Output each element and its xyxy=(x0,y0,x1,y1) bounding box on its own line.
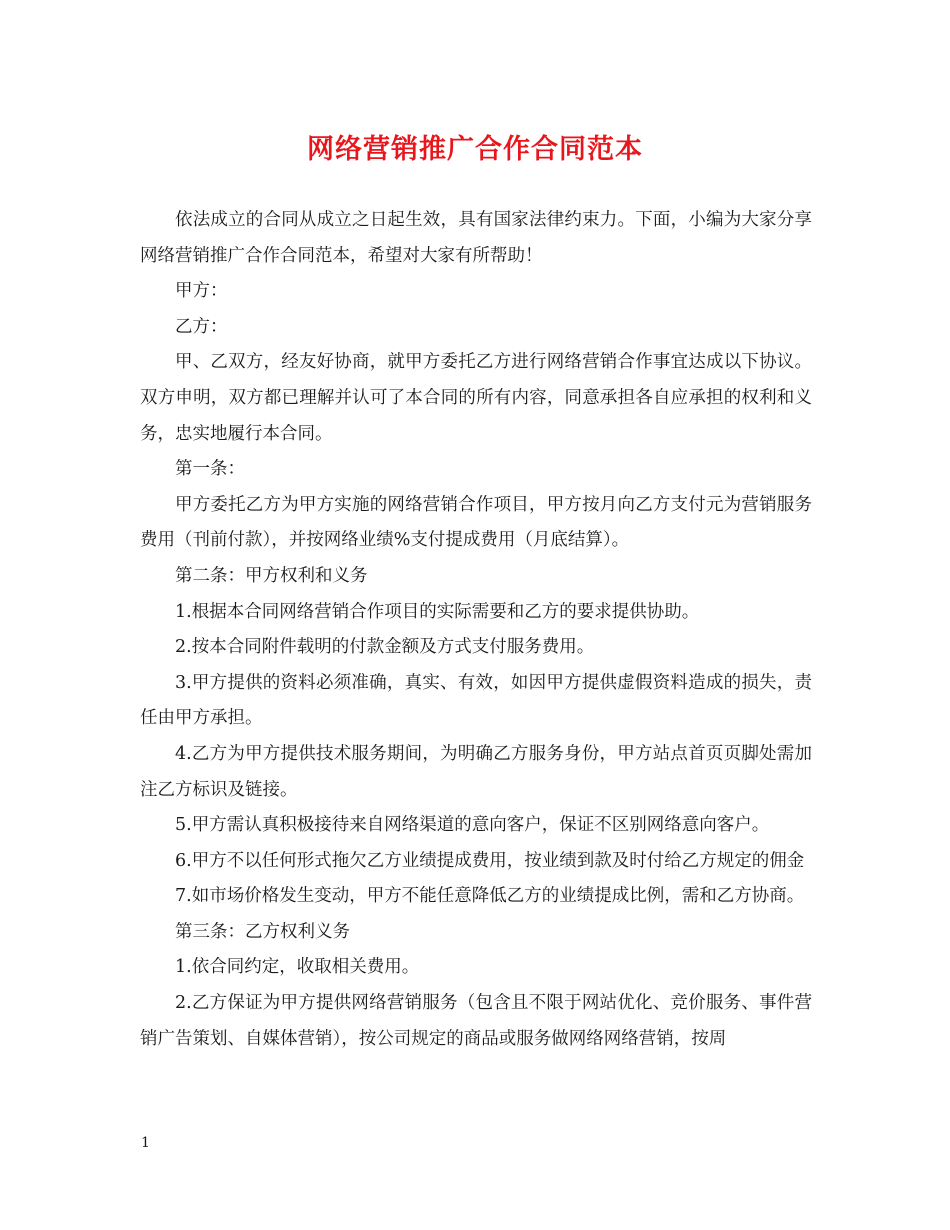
list-item: 4.乙方为甲方提供技术服务期间，为明确乙方服务身份，甲方站点首页页脚处需加注乙方标识及链接。 xyxy=(140,743,812,800)
list-item: 1.依合同约定，收取相关费用。 xyxy=(175,957,420,978)
section-heading-1: 第一条： xyxy=(175,459,245,480)
section-heading-3: 第三条：乙方权利义务 xyxy=(175,921,350,942)
list-item: 2.按本合同附件载明的付款金额及方式支付服务费用。 xyxy=(175,637,595,658)
paragraph-agreement: 甲、乙双方，经友好协商，就甲方委托乙方进行网络营销合作事宜达成以下协议。双方申明，双方都已理解并认可了本合同的所有内容，同意承担各自应承担的权利和义务，忠实地履行本合同。 xyxy=(140,352,812,444)
paragraph-article-1: 甲方委托乙方为甲方实施的网络营销合作项目，甲方按月向乙方支付元为营销服务费用（刊前付款），并按网络业绩%支付提成费用（月底结算）。 xyxy=(140,494,812,551)
list-item: 6.甲方不以任何形式拖欠乙方业绩提成费用，按业绩到款及时付给乙方规定的佣金 xyxy=(175,850,805,871)
paragraph-intro: 依法成立的合同从成立之日起生效，具有国家法律约束力。下面，小编为大家分享网络营销推广合作合同范本，希望对大家有所帮助！ xyxy=(140,210,812,266)
list-item: 3.甲方提供的资料必须准确，真实、有效，如因甲方提供虚假资料造成的损失，责任由甲方承担。 xyxy=(140,672,812,729)
list-item: 1.根据本合同网络营销合作项目的实际需要和乙方的要求提供协助。 xyxy=(175,601,700,622)
list-item: 5.甲方需认真积极接待来自网络渠道的意向客户，保证不区别网络意向客户。 xyxy=(175,815,770,836)
list-item: 2.乙方保证为甲方提供网络营销服务（包含且不限于网站优化、竞价服务、事件营销广告策划、自媒体营销），按公司规定的商品或服务做网络网络营销，按周 xyxy=(140,993,812,1049)
document-title: 网络营销推广合作合同范本 xyxy=(307,134,643,165)
list-item: 7.如市场价格发生变动，甲方不能任意降低乙方的业绩提成比例，需和乙方协商。 xyxy=(175,886,805,907)
document-body xyxy=(140,203,812,1057)
page-number: 1 xyxy=(141,1135,150,1151)
paragraph-party-b: 乙方： xyxy=(175,316,228,337)
section-heading-2: 第二条：甲方权利和义务 xyxy=(175,565,368,586)
paragraph-party-a: 甲方： xyxy=(175,281,228,302)
